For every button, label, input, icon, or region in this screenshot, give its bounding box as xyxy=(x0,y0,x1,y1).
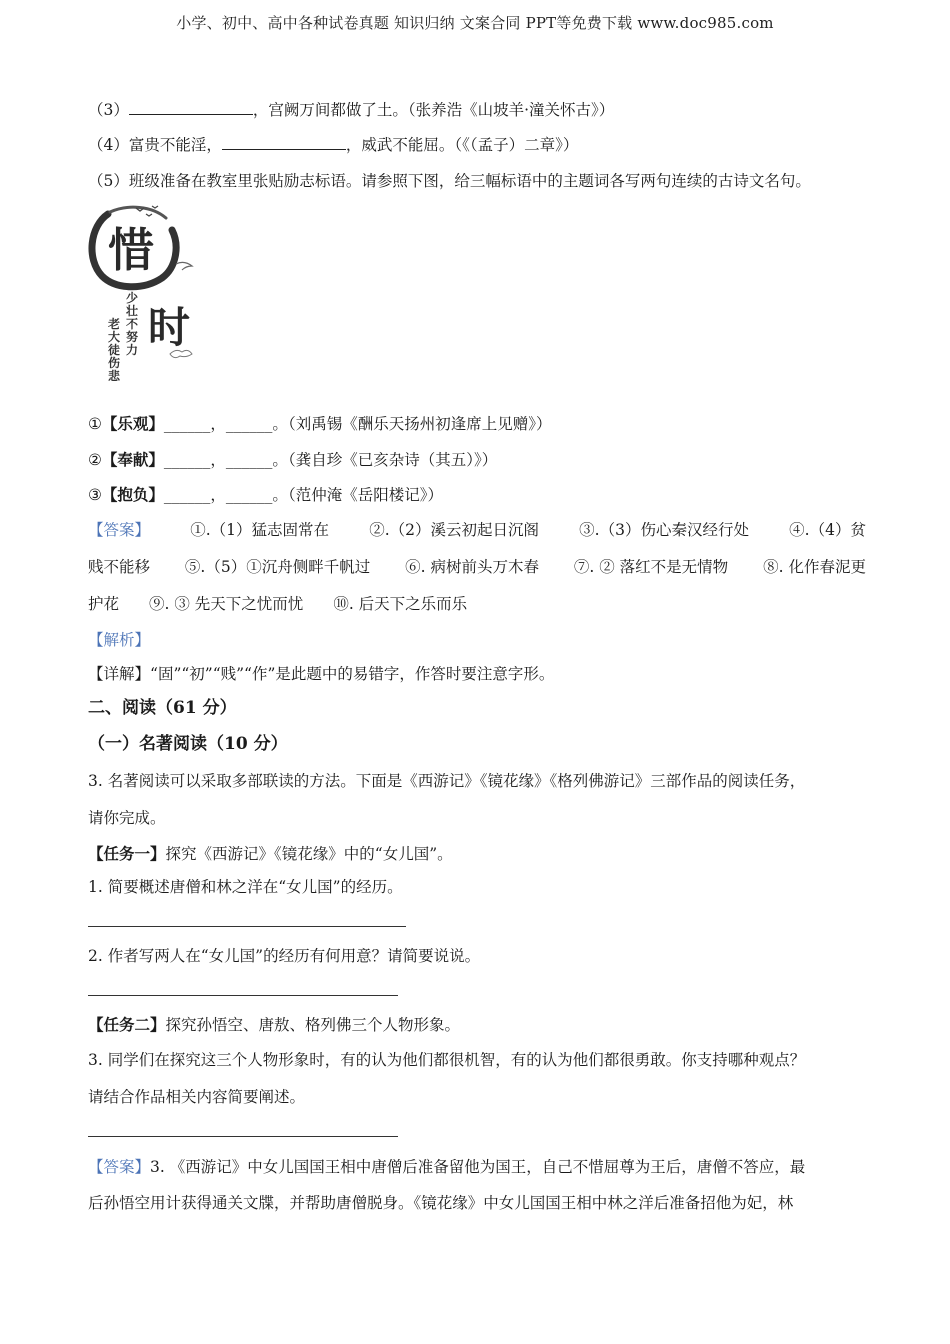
answer-line[interactable] xyxy=(88,995,398,996)
section-subtitle: （一）名著阅读（10 分） xyxy=(88,734,288,754)
task-2 xyxy=(88,1013,868,1037)
answer-1-line-2 xyxy=(88,555,866,579)
item-blank[interactable]: ______，______。 xyxy=(163,451,288,469)
item-source: （龚自珍《已亥杂诗（其五）》） xyxy=(287,451,498,469)
item-tag: 【抱负】 xyxy=(101,485,164,504)
task-2-q3-line-2: 请结合作品相关内容简要阐述。 xyxy=(88,1088,306,1106)
answer-item: 护花 xyxy=(88,595,120,613)
answer-item: ⑧. 化作春泥更 xyxy=(763,558,866,576)
poster-motto-col-2: 老大徒伤悲 xyxy=(108,317,121,383)
answer-1-line-3 xyxy=(88,592,868,616)
answer-2-line-2: 后孙悟空用计获得通关文牒，并帮助唐僧脱身。《镜花缘》中女儿国国王相中林之洋后准备招他为妃，林 xyxy=(88,1194,794,1212)
q4-blank[interactable] xyxy=(222,133,346,150)
section-title: 二、阅读（61 分） xyxy=(88,698,237,718)
answer-label: 【答案】 xyxy=(88,521,151,539)
answer-2-line-1 xyxy=(88,1155,868,1179)
item-source: （范仲淹《岳阳楼记》） xyxy=(287,486,443,504)
answer-text: 3. 《西游记》中女儿国国王相中唐僧后准备留他为国王，自己不惜屈尊为王后，唐僧不答应，最 xyxy=(150,1158,806,1176)
q3-blank[interactable] xyxy=(129,98,253,115)
answer-line[interactable] xyxy=(88,1136,398,1137)
question-3 xyxy=(88,98,868,122)
reading-q3-line-1: 3. 名著阅读可以采取多部联读的方法。下面是《西游记》《镜花缘》《格列佛游记》三部作品的阅读任务， xyxy=(88,772,806,790)
item-source: （刘禹锡《酬乐天扬州初逢席上见赠》） xyxy=(287,415,552,433)
task-label: 【任务二】 xyxy=(88,1015,166,1034)
item-tag: 【乐观】 xyxy=(101,414,164,433)
task-1-q2: 2. 作者写两人在“女儿国”的经历有何用意？请简要说说。 xyxy=(88,947,481,965)
question-4 xyxy=(88,133,868,157)
motto-item-2 xyxy=(88,448,868,472)
item-tag: 【奉献】 xyxy=(101,450,164,469)
analysis-label: 【解析】 xyxy=(88,631,151,649)
item-number: ③ xyxy=(88,486,102,504)
item-blank[interactable]: ______，______。 xyxy=(163,415,288,433)
poster-char-xi: 惜 xyxy=(108,223,154,277)
answer-item: 贱不能移 xyxy=(88,558,151,576)
q4-prefix: （4）富贵不能淫， xyxy=(88,136,222,154)
answer-item: ④.（4）贫 xyxy=(789,521,866,539)
question-5: （5）班级准备在教室里张贴励志标语。请参照下图，给三幅标语中的主题词各写两句连续的古诗文名句。 xyxy=(88,172,811,190)
page-header: 小学、初中、高中各种试卷真题 知识归纳 文案合同 PPT等免费下载 www.doc985.com xyxy=(176,14,774,32)
answer-1-line-1 xyxy=(88,518,866,542)
task-1-q1: 1. 简要概述唐僧和林之洋在“女儿国”的经历。 xyxy=(88,878,403,896)
motto-item-3 xyxy=(88,483,868,507)
q4-suffix: ，威武不能屈。（《（孟子）二章》） xyxy=(345,136,579,154)
q3-prefix: （3） xyxy=(88,101,129,119)
item-number: ② xyxy=(88,451,102,469)
task-1 xyxy=(88,842,868,866)
motto-poster-image xyxy=(88,204,208,392)
answer-item: ⑦. ② 落红不是无情物 xyxy=(573,558,729,576)
detail-label: 【详解】 xyxy=(88,665,151,683)
item-number: ① xyxy=(88,415,102,433)
task-2-q3-line-1: 3. 同学们在探究这三个人物形象时，有的认为他们都很机智，有的认为他们都很勇敢。你支持哪种观点？ xyxy=(88,1051,806,1069)
motto-item-1 xyxy=(88,412,868,436)
answer-line[interactable] xyxy=(88,926,406,927)
task-text: 探究孙悟空、唐敖、格列佛三个人物形象。 xyxy=(165,1016,461,1034)
answer-item: ⑨. ③ 先天下之忧而忧 xyxy=(149,595,304,613)
detail-text: “固”“初”“贱”“作”是此题中的易错字，作答时要注意字形。 xyxy=(150,665,555,683)
reading-q3-line-2: 请你完成。 xyxy=(88,809,166,827)
answer-item: ⑤.（5）①沉舟侧畔千帆过 xyxy=(184,558,371,576)
analysis-detail xyxy=(88,662,868,686)
task-text: 探究《西游记》《镜花缘》中的“女儿国”。 xyxy=(165,845,453,863)
answer-item: ①.（1）猛志固常在 xyxy=(190,521,329,539)
answer-item: ⑩. 后天下之乐而乐 xyxy=(333,595,468,613)
poster-char-shi: 时 xyxy=(148,303,191,352)
answer-item: ②.（2）溪云初起日沉阁 xyxy=(369,521,539,539)
answer-item: ③.（3）伤心秦汉经行处 xyxy=(579,521,749,539)
q3-suffix: ，宫阙万间都做了土。（张养浩《山坡羊·潼关怀古》） xyxy=(252,101,615,119)
poster-motto-col-1: 少壮不努力 xyxy=(126,291,139,357)
task-label: 【任务一】 xyxy=(88,844,166,863)
answer-item: ⑥. 病树前头万木春 xyxy=(405,558,539,576)
item-blank[interactable]: ______，______。 xyxy=(163,486,288,504)
answer-label: 【答案】 xyxy=(88,1158,151,1176)
